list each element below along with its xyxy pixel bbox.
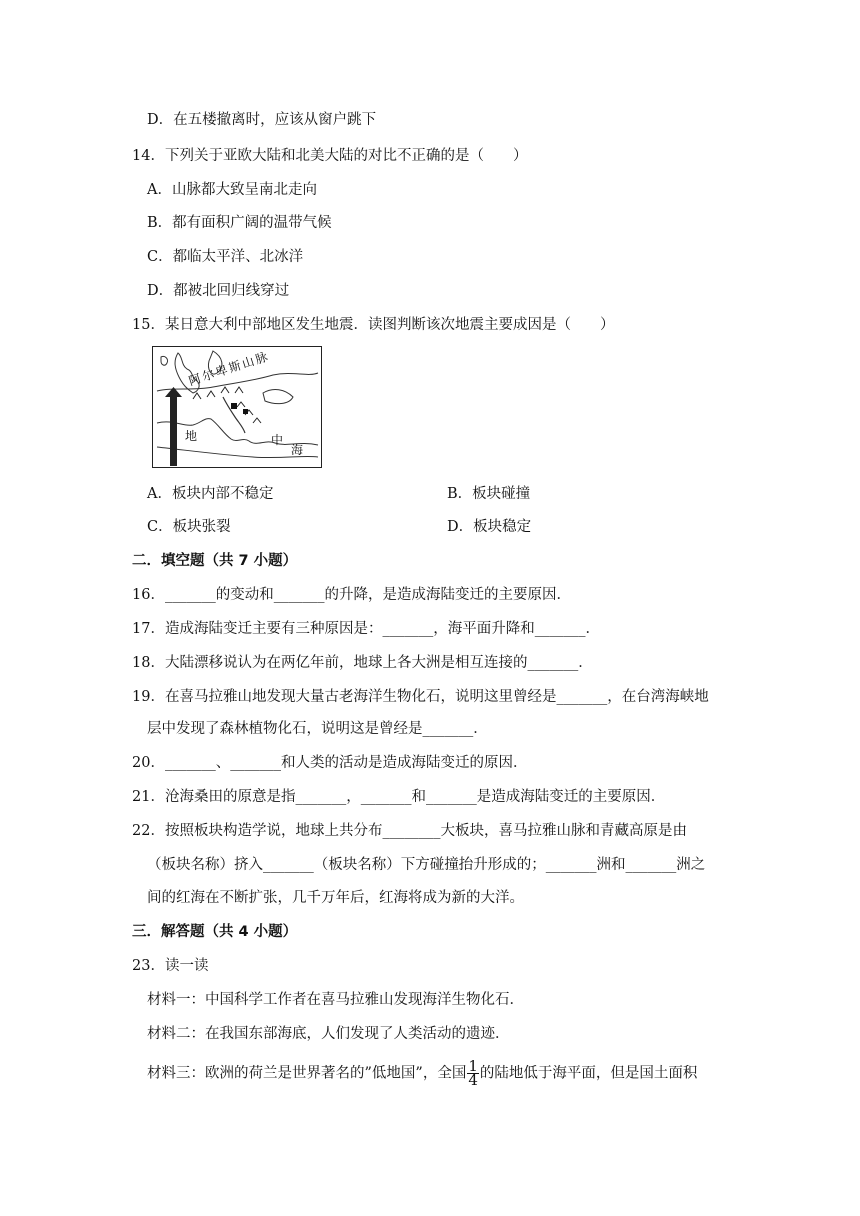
q14-option-b: B．都有面积广阔的温带气候: [147, 215, 332, 231]
q21: 21．沧海桑田的原意是指_______，_______和_______是造成海陆变迁的主要原因．: [132, 789, 666, 805]
q23-material-2: 材料二：在我国东部海底，人们发现了人类活动的遗迹．: [147, 1026, 510, 1042]
map-label-sea-mid: 中: [271, 433, 284, 447]
q23-stem: 23．读一读: [132, 958, 209, 974]
q23-material-3: [147, 1057, 698, 1089]
q22-line3: 间的红海在不断扩张，几千万年后，红海将成为新的大洋。: [147, 890, 524, 906]
q14-option-a: A．山脉都大致呈南北走向: [147, 182, 317, 198]
q20: 20．_______、_______和人类的活动是造成海陆变迁的原因．: [132, 755, 528, 771]
q19-line2: 层中发现了森林植物化石，说明这是曾经是_______．: [147, 721, 488, 737]
q22-line1: 22．按照板块构造学说，地球上共分布________大板块，喜马拉雅山脉和青藏高原是由: [132, 823, 687, 839]
q18: 18．大陆漂移说认为在两亿年前，地球上各大洲是相互连接的_______．: [132, 655, 593, 671]
europe-earthquake-map: [152, 346, 322, 468]
q14-option-c: C．都临太平洋、北冰洋: [147, 249, 304, 265]
q15-option-a: A．板块内部不稳定: [147, 486, 274, 502]
plate-arrow-shaft: [170, 395, 177, 466]
q23-material-3-post: 的陆地低于海平面，但是国土面积: [479, 1065, 698, 1082]
q14-stem: 14．下列关于亚欧大陆和北美大陆的对比不正确的是（ ）: [132, 148, 528, 164]
q19-line1: 19．在喜马拉雅山地发现大量古老海洋生物化石，说明这里曾经是_______，在台湾海峡地: [132, 689, 709, 705]
q13-option-d: D．在五楼撤离时，应该从窗户跳下: [147, 112, 377, 128]
q17: 17．造成海陆变迁主要有三种原因是：_______，海平面升降和_______．: [132, 621, 600, 637]
q15-option-c: C．板块张裂: [147, 519, 231, 535]
q14-option-d: D．都被北回归线穿过: [147, 283, 290, 299]
q15-option-b: B．板块碰撞: [447, 486, 531, 502]
q15-stem: 15．某日意大利中部地区发生地震．读图判断该次地震主要成因是（ ）: [132, 317, 615, 333]
plate-arrow-head: [165, 387, 182, 397]
map-label-alps: 阿尔卑斯山脉: [187, 349, 272, 389]
section-answer-title: 三．解答题（共 4 小题）: [132, 924, 298, 940]
q15-option-d: D．板块稳定: [447, 519, 532, 535]
q23-material-3-pre: 材料三：欧洲的荷兰是世界著名的”低地国”，全国: [147, 1065, 467, 1082]
map-label-sea-right: 海: [291, 443, 304, 457]
section-fill-in-title: 二．填空题（共 7 小题）: [132, 553, 298, 569]
map-label-sea-left: 地: [185, 429, 198, 443]
q23-material-1: 材料一：中国科学工作者在喜马拉雅山发现海洋生物化石．: [147, 992, 524, 1008]
fraction-one-quarter: $\frac{1}{4}$: [468, 1057, 478, 1089]
q16: 16．_______的变动和_______的升降，是造成海陆变迁的主要原因．: [132, 587, 571, 603]
q22-line2: （板块名称）挤入_______（板块名称）下方碰撞抬升形成的；_______洲和_______洲之: [147, 857, 706, 873]
